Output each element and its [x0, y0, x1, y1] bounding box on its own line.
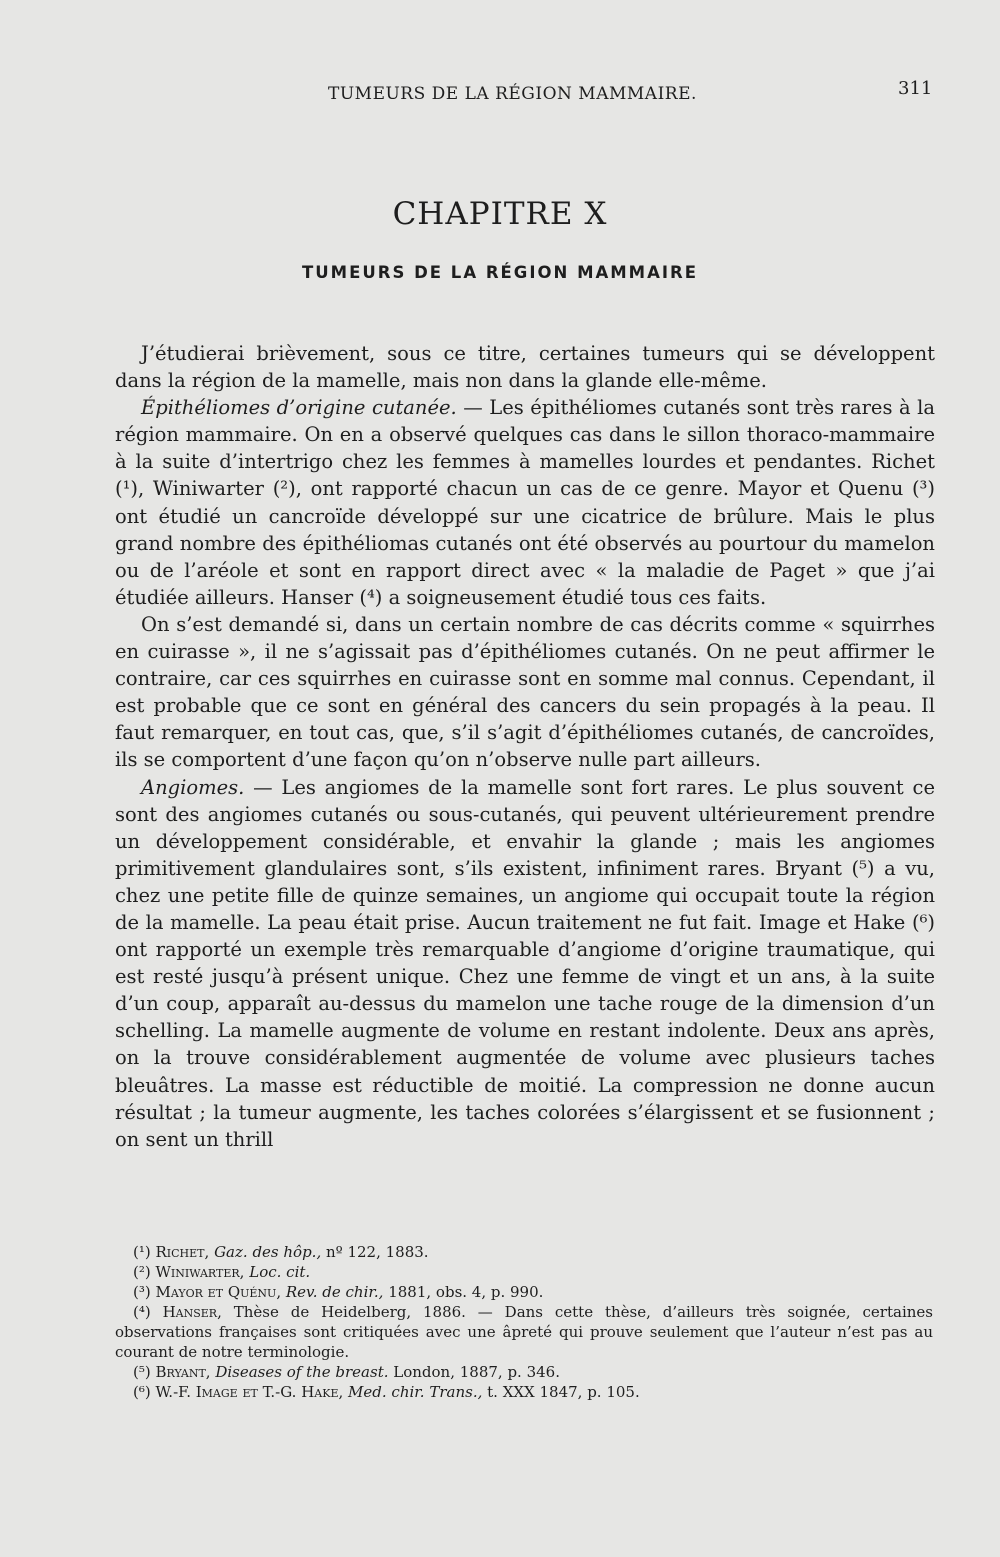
footnote [115, 1262, 933, 1282]
paragraph-epitheliomes [115, 394, 935, 611]
chapter-subtitle: TUMEURS DE LA RÉGION MAMMAIRE [302, 263, 698, 282]
paragraph-squirrhes-text: On s’est demandé si, dans un certain nombre de cas décrits comme « squirrhes en cuirasse », il ne s’agissait pas d’épithéliomes cutanés. On ne peut affirmer le contraire, car ces squirrhes en cuirasse sont en somme mal connus. Cependant, il est probable que ce sont en général des cancers du sein propagés à la peau. Il faut remarquer, en tout cas, que, s’il s’agit d’épithéliomes cutanés, de cancroïdes, ils se comportent d’une façon qu’on n’observe nulle part ailleurs. [115, 612, 935, 772]
footnote-author: Hanser, [162, 1303, 222, 1321]
footnote-author: W.-F. Image et T.-G. Hake, [155, 1383, 344, 1401]
footnote-mark: (¹) [133, 1243, 151, 1261]
footnote [115, 1382, 933, 1402]
paragraph-angiomes [115, 774, 935, 1153]
paragraph-squirrhes [115, 611, 935, 774]
footnotes [115, 1242, 933, 1402]
footnote-mark: (³) [133, 1283, 151, 1301]
footnote-rest: Thèse de Heidelberg, 1886. — Dans cette thèse, d’ailleurs très soignée, certaines observations françaises sont critiquées avec une âpreté qui prouve seulement que l’auteur n’est pas au courant de notre terminologie. [115, 1303, 933, 1361]
footnote-rest: t. XXX 1847, p. 105. [482, 1383, 640, 1401]
footnote-rest: 1881, obs. 4, p. 990. [383, 1283, 544, 1301]
page-number: 311 [898, 78, 933, 99]
chapter-title: CHAPITRE X [392, 196, 608, 232]
paragraph-intro [115, 340, 935, 394]
footnote-source: Loc. cit. [249, 1263, 311, 1281]
footnote-source: Med. chir. Trans., [348, 1383, 483, 1401]
footnote [115, 1362, 933, 1382]
running-title: TUMEURS DE LA RÉGION MAMMAIRE. [328, 84, 697, 104]
footnote-mark: (⁶) [133, 1383, 151, 1401]
paragraph-angiomes-text: — Les angiomes de la mamelle sont fort rares. Le plus souvent ce sont des angiomes cutanés ou sous-cutanés, qui peuvent ultérieurement prendre un développement considérable, et envahir la glande ; mais les angiomes primitivement glandulaires sont, s’ils existent, infiniment rares. Bryant (⁵) a vu, chez une petite fille de quinze semaines, un angiome qui occupait toute la région de la mamelle. La peau était prise. Aucun traitement ne fut fait. Image et Hake (⁶) ont rapporté un exemple très remarquable d’angiome d’origine traumatique, qui est resté jusqu’à présent unique. Chez une femme de vingt et un ans, à la suite d’un coup, apparaît au-dessus du mamelon une tache rouge de la dimension d’un schelling. La mamelle augmente de volume en restant indolente. Deux ans après, on la trouve considérablement augmentée de volume avec plusieurs taches bleuâtres. La masse est réductible de moitié. La compression ne donne aucun résultat ; la tumeur augmente, les taches colorées s’élargissent et se fusionnent ; on sent un thrill [115, 775, 935, 1151]
footnote-rest: London, 1887, p. 346. [388, 1363, 560, 1381]
footnote-mark: (²) [133, 1263, 151, 1281]
footnote [115, 1302, 933, 1362]
footnote-mark: (⁵) [133, 1363, 151, 1381]
paragraph-epitheliomes-text: — Les épithéliomes cutanés sont très rares à la région mammaire. On en a observé quelques cas dans le sillon thoraco-mammaire à la suite d’intertrigo chez les femmes à mamelles lourdes et pendantes. Richet (¹), Winiwarter (²), ont rapporté chacun un cas de ce genre. Mayor et Quenu (³) ont étudié un cancroïde développé sur une cicatrice de brûlure. Mais le plus grand nombre des épithéliomas cutanés ont été observés au pourtour du mamelon ou de l’aréole et sont en rapport direct avec « la maladie de Paget » que j’ai étudiée ailleurs. Hanser (⁴) a soigneusement étudié tous ces faits. [115, 396, 935, 609]
footnote-source: Gaz. des hôp., [214, 1243, 322, 1261]
footnote-source: Diseases of the breast. [215, 1363, 389, 1381]
section-heading-angiomes: Angiomes. [141, 775, 245, 799]
footnote [115, 1242, 933, 1262]
footnote-mark: (⁴) [133, 1303, 151, 1321]
footnote-author: Bryant, [155, 1363, 211, 1381]
footnote-source: Rev. de chir., [285, 1283, 384, 1301]
section-heading-epitheliomes: Épithéliomes d’origine cutanée. [141, 396, 457, 420]
footnote-author: Winiwarter, [155, 1263, 245, 1281]
footnote-author: Richet, [155, 1243, 210, 1261]
running-head [0, 78, 1000, 114]
body-text [115, 340, 935, 1153]
paragraph-intro-text: J’étudierai brièvement, sous ce titre, certaines tumeurs qui se développent dans la région de la mamelle, mais non dans la glande elle-même. [115, 342, 935, 393]
footnote-author: Mayor et Quénu, [155, 1283, 282, 1301]
footnote-rest: nº 122, 1883. [321, 1243, 429, 1261]
footnote [115, 1282, 933, 1302]
